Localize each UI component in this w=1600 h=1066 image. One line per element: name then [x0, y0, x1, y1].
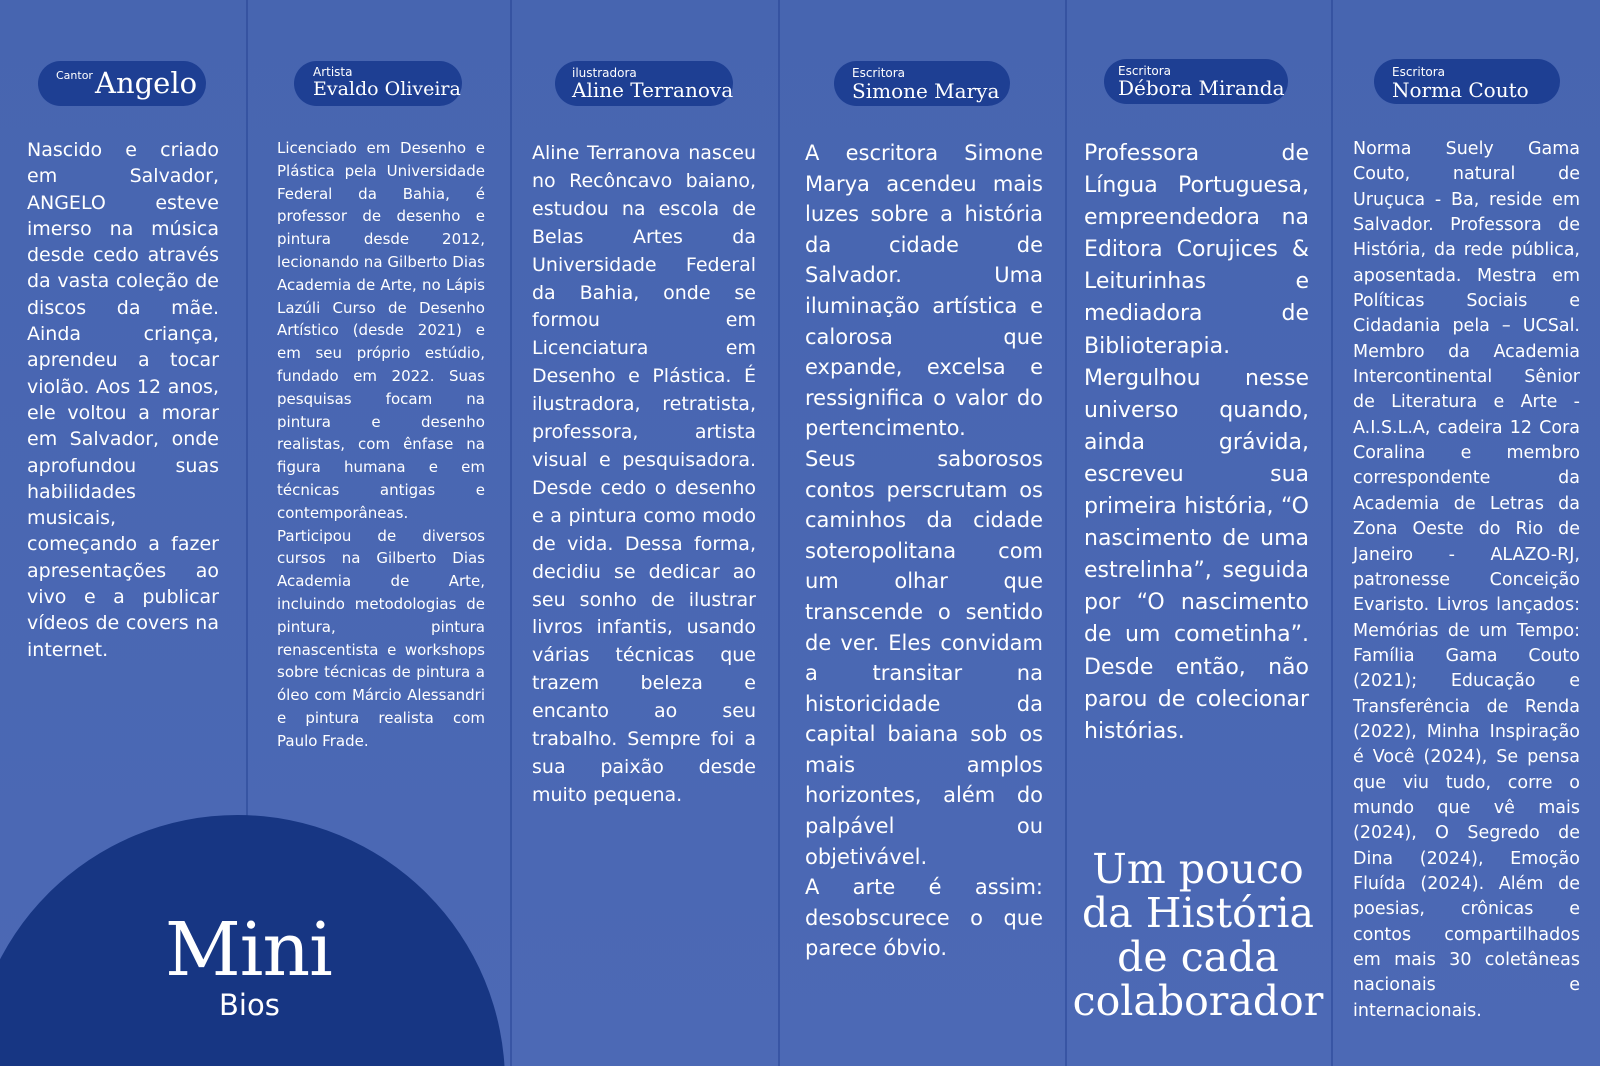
bio-text-evaldo-oliveira — [277, 137, 485, 753]
name-badge-norma-couto — [1374, 59, 1560, 104]
bio-paragraph: Professora de Língua Portuguesa, empreendedora na Editora Corujices & Leiturinhas e mediadora de Biblioterapia. — [1084, 141, 1309, 359]
title-bios: Bios — [219, 988, 280, 1022]
bio-paragraph: Nascido e criado em Salvador, ANGELO esteve imerso na música desde cedo através da vasta coleção de discos da mãe. Ainda criança, aprendeu a tocar violão. Aos 12 anos, ele voltou a morar em Salvador, onde aprofundou suas habilidades musicais, começando a fazer apresentações ao vivo e a publicar vídeos de covers na internet. — [27, 139, 219, 661]
role-label: Artista — [313, 65, 353, 79]
contributor-name: Aline Terranova — [572, 78, 734, 102]
bio-paragraph: Licenciado em Desenho e Plástica pela Universidade Federal da Bahia, é professor de desenho e pintura desde 2012, lecionando na Gilberto Dias Academia de Arte, no Lápis Lazúli Curso de Desenho Artístico (desde 2021) e em seu próprio estúdio, fundado em 2022. Suas pesquisas focam na pintura e desenho realistas, com ênfase na figura humana e em técnicas antigas e contemporâneas. — [277, 139, 485, 522]
contributor-name: Débora Miranda — [1118, 76, 1285, 100]
bio-paragraph: Norma Suely Gama Couto, natural de Uruçuca - Ba, reside em Salvador. Professora de História, da rede pública, aposentada. Mestra em Políticas Sociais e Cidadania pela – UCSal. Membro da Academia Intercontinental Sênior de Literatura e Arte - A.I.S.L.A, cadeira 12 Cora Coralina e membro correspondente da Academia de Letras da Zona Oeste do Rio de Janeiro - ALAZO-RJ, patronesse Conceição Evaristo. Livros lançados: Memórias de um Tempo: Família Gama Couto (2021); Educação e Transferência de Renda (2022), Minha Inspiração é Você (2024), Se pensa que viu tudo, corre o mundo que vê mais (2024), O Segredo de Dina (2024), Emoção Fluída (2024). Além de poesias, crônicas e contos compartilhados em mais 30 coletâneas nacionais e internacionais. — [1353, 139, 1580, 1021]
name-badge-evaldo-oliveira — [294, 61, 462, 106]
bio-paragraph: A arte é assim: desobscurece o que parece óbvio. — [805, 875, 1043, 961]
contributor-name: Angelo — [95, 66, 198, 100]
bio-text-angelo — [27, 137, 219, 663]
title-mini: Mini — [165, 907, 332, 993]
column-divider — [778, 0, 780, 1066]
contributor-name: Norma Couto — [1392, 78, 1529, 102]
bio-text-simone-marya — [805, 138, 1043, 964]
role-label: ilustradora — [572, 66, 637, 80]
column-divider — [1065, 0, 1067, 1066]
bio-paragraph: Mergulhou nesse universo quando, ainda grávida, escreveu sua primeira história, “O nascimento de uma estrelinha”, seguida por “O nascimento de um cometinha”. Desde então, não parou de colecionar histórias. — [1084, 365, 1309, 744]
contributor-name: Evaldo Oliveira — [313, 78, 461, 100]
column-divider — [1331, 0, 1333, 1066]
name-badge-aline-terranova — [555, 61, 733, 106]
bio-paragraph: Seus saborosos contos perscrutam os caminhos da cidade soteropolitana com um olhar que transcende o sentido de ver. Eles convidam a transitar na historicidade da capital baiana sob os mais amplos horizontes, além do palpável ou objetivável. — [805, 446, 1043, 869]
column-divider — [510, 0, 512, 1066]
bio-paragraph: Participou de diversos cursos na Gilberto Dias Academia de Arte, incluindo metodologias de pintura, pintura renascentista e workshops sobre técnicas de pintura a óleo com Márcio Alessandri e pintura realista com Paulo Frade. — [277, 526, 485, 750]
bio-text-aline-terranova — [532, 140, 756, 810]
contributor-name: Simone Marya — [852, 79, 1000, 103]
bio-text-debora-miranda — [1084, 138, 1309, 748]
role-label: Cantor — [56, 69, 93, 82]
role-label: Escritora — [1118, 64, 1172, 78]
name-badge-simone-marya — [834, 61, 1010, 106]
tagline: Um pouco da História de cada colaborador — [1072, 845, 1324, 1025]
name-badge-angelo — [38, 61, 206, 106]
bio-paragraph: A escritora Simone Marya acendeu mais luzes sobre a história da cidade de Salvador. Uma iluminação artística e calorosa que expande, excelsa e ressignifica o valor do pertencimento. — [805, 141, 1043, 441]
bio-text-norma-couto — [1353, 137, 1580, 1024]
bio-paragraph: Aline Terranova nasceu no Recôncavo baiano, estudou na escola de Belas Artes da Universidade Federal da Bahia, onde se formou em Licenciatura em Desenho e Plástica. É ilustradora, retratista, professora, artista visual e pesquisadora. Desde cedo o desenho e a pintura como modo de vida. Dessa forma, decidiu se dedicar ao seu sonho de ilustrar livros infantis, usando várias técnicas que trazem beleza e encanto ao seu trabalho. Sempre foi a sua paixão desde muito pequena. — [532, 142, 756, 806]
role-label: Escritora — [1392, 65, 1446, 79]
role-label: Escritora — [852, 66, 906, 80]
name-badge-debora-miranda — [1104, 59, 1288, 104]
